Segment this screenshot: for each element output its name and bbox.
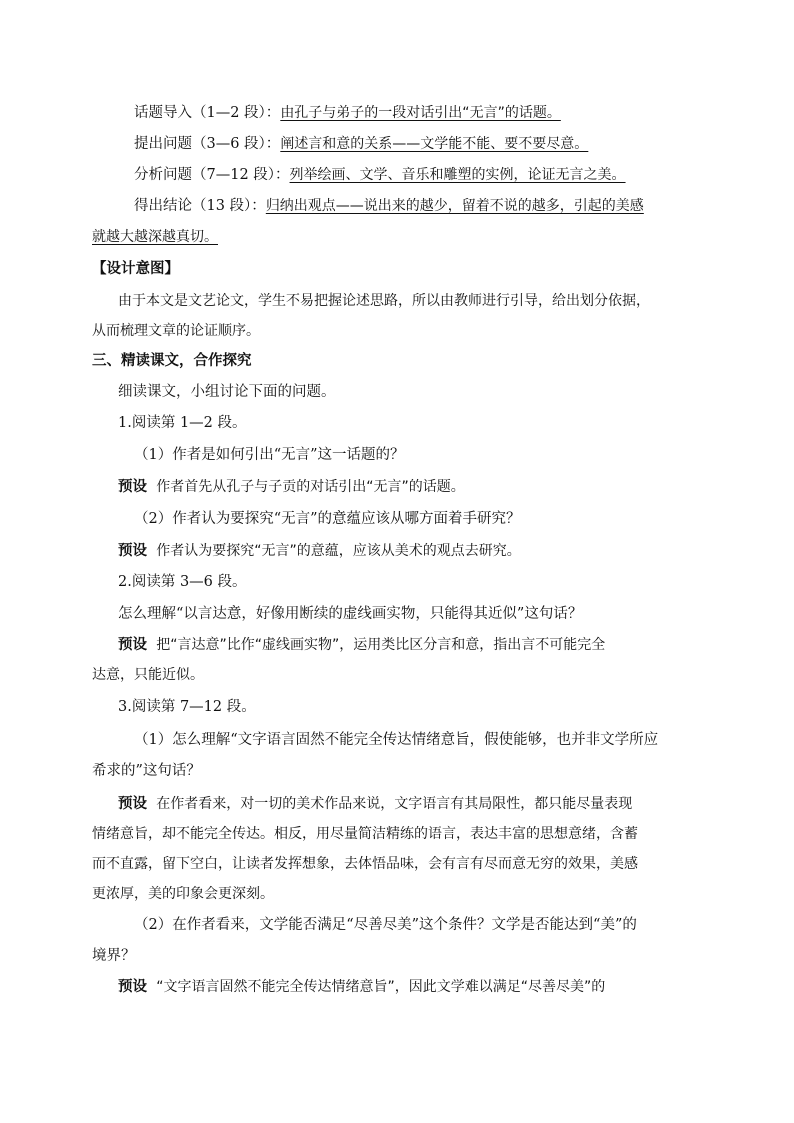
question-5-line-2: 境界？ — [92, 948, 136, 964]
structure-content: 归纳出观点——说出来的越少，留着不说的越多，引起的美感 — [265, 198, 644, 214]
structure-item-4 — [134, 195, 718, 217]
design-intent-line-2: 从而梳理文章的论证顺序。 — [92, 323, 260, 339]
structure-label: 话题导入（1—2 段）： — [134, 105, 281, 121]
answer-text: 在作者看来，对一切的美术作品来说，文字语言有其局限性，都只能尽量表现 — [156, 796, 633, 812]
section-intro: 细读课文，小组讨论下面的问题。 — [118, 384, 336, 400]
reading-3: 3.阅读第 7—12 段。 — [118, 699, 256, 715]
answer-4-line-4: 更浓厚，美的印象会更深刻。 — [92, 886, 274, 902]
preset-label: 预设 — [118, 978, 147, 995]
answer-text: 把“言达意”比作“虚线画实物”，运用类比区分言和意，指出言不可能完全 — [156, 637, 606, 653]
structure-content: 由孔子与弟子的一段对话引出“无言”的话题。 — [280, 105, 561, 121]
preset-label: 预设 — [118, 795, 147, 812]
structure-item-3 — [134, 164, 718, 186]
answer-text: “文字语言固然不能完全传达情绪意旨”，因此文学难以满足“尽善尽美”的 — [156, 979, 606, 995]
structure-content: 阐述言和意的关系——文学能不能、要不要尽意。 — [280, 136, 589, 152]
answer-5-line-1 — [118, 976, 718, 998]
answer-text: 作者首先从孔子与子贡的对话引出“无言”的话题。 — [156, 479, 465, 495]
answer-4-line-2: 情绪意旨，却不能完全传达。相反，用尽量简洁精练的语言，表达丰富的思想意绪，含蓄 — [92, 826, 638, 842]
answer-1 — [118, 476, 718, 498]
structure-item-2 — [134, 133, 718, 155]
answer-3-line-1 — [118, 634, 718, 656]
structure-content-cont: 就越大越深越真切。 — [92, 229, 218, 245]
structure-label: 提出问题（3—6 段）： — [134, 136, 281, 152]
preset-label: 预设 — [118, 478, 147, 495]
reading-1: 1.阅读第 1—2 段。 — [118, 415, 247, 431]
answer-4-line-3: 而不直露，留下空白，让读者发挥想象，去体悟品味，会有言有尽而意无穷的效果，美感 — [92, 856, 638, 872]
structure-item-1 — [134, 102, 718, 124]
preset-label: 预设 — [118, 636, 147, 653]
structure-label: 分析问题（7—12 段）： — [134, 167, 290, 183]
answer-4-line-1 — [118, 793, 718, 815]
section-title: 三、精读课文，合作探究 — [92, 353, 252, 369]
answer-2 — [118, 540, 718, 562]
structure-item-4-cont — [92, 226, 718, 248]
question-4-line-2: 希求的”这句话？ — [92, 763, 201, 779]
question-3: 怎么理解“以言达意，好像用断续的虚线画实物，只能得其近似”这句话？ — [118, 606, 583, 622]
reading-2: 2.阅读第 3—6 段。 — [118, 574, 247, 590]
design-intent-line-1: 由于本文是文艺论文，学生不易把握论述思路，所以由教师进行引导，给出划分依据， — [118, 293, 650, 309]
answer-text: 作者认为要探究“无言”的意蕴，应该从美术的观点去研究。 — [156, 543, 521, 559]
question-2: （2）作者认为要探究“无言”的意蕴应该从哪方面着手研究？ — [134, 511, 521, 527]
preset-label: 预设 — [118, 542, 147, 559]
question-1: （1）作者是如何引出“无言”这一话题的？ — [134, 447, 405, 463]
structure-content: 列举绘画、文学、音乐和雕塑的实例，论证无言之美。 — [289, 167, 626, 183]
question-4-line-1: （1）怎么理解“文字语言固然不能完全传达情绪意旨，假使能够，也并非文学所应 — [134, 732, 659, 748]
answer-3-line-2: 达意，只能近似。 — [92, 667, 204, 683]
question-5-line-1: （2）在作者看来，文学能否满足“尽善尽美”这个条件？文学是否能达到“美”的 — [134, 917, 637, 933]
structure-label: 得出结论（13 段）： — [134, 198, 266, 214]
design-intent-title: 【设计意图】 — [92, 261, 179, 277]
